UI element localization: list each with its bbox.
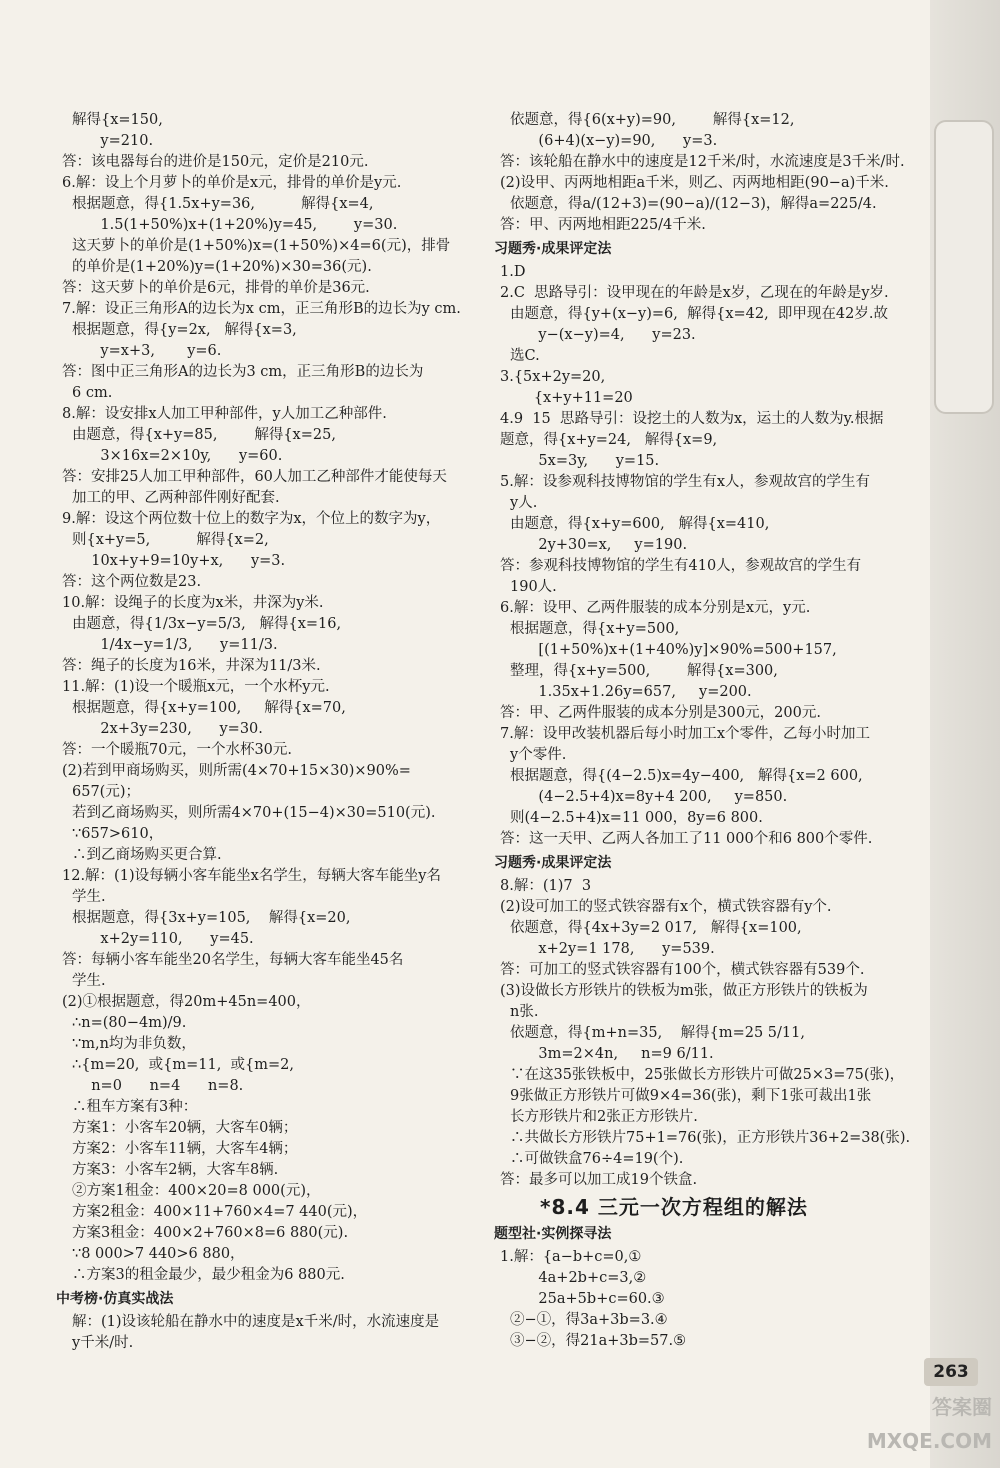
side-tab-label-box: [934, 120, 994, 414]
right-text-line: 整理，得{x+y=500, 解得{x=300,: [510, 663, 778, 679]
right-text-line: 答：可加工的竖式铁容器有100个，横式铁容器有539个.: [500, 962, 865, 978]
right-text-line: ∴共做长方形铁片75+1=76(张)，正方形铁片36+2=38(张).: [510, 1130, 911, 1146]
right-text-line: (6+4)(x−y)=90, y=3.: [520, 133, 718, 149]
left-text-line: ∵657>610，: [72, 826, 164, 842]
left-text-line: 2x+3y=230, y=30.: [82, 721, 263, 737]
right-text-line: {x+y+11=20: [520, 390, 633, 406]
right-text-line: 答：甲、乙两件服装的成本分别是300元，200元.: [500, 705, 821, 721]
left-text-line: 答：这天萝卜的单价是6元，排骨的单价是36元.: [62, 280, 370, 296]
left-text-line: 6.解：设上个月萝卜的单价是x元，排骨的单价是y元.: [62, 175, 402, 191]
right-text-line: x+2y=1 178, y=539.: [520, 941, 715, 957]
right-text-line: 依题意，得{m+n=35, 解得{m=25 5/11,: [510, 1025, 805, 1041]
left-text-line: 这天萝卜的单价是(1+50%)x=(1+50%)×4=6(元)，排骨: [72, 238, 451, 254]
left-text-line: ∴n=(80−4m)/9.: [72, 1015, 187, 1031]
left-text-line: 加工的甲、乙两种部件刚好配套.: [72, 490, 280, 506]
left-text-line: ∴{m=20, 或{m=11, 或{m=2,: [72, 1057, 294, 1073]
right-text-line: (2)设可加工的竖式铁容器有x个，横式铁容器有y个.: [500, 899, 832, 915]
watermark: 答案圈 MXQE.COM: [866, 1395, 992, 1453]
right-text-line: 依题意，得{6(x+y)=90, 解得{x=12,: [510, 112, 795, 128]
left-text-line: 解得{x=150,: [72, 112, 163, 128]
right-text-line: (2)设甲、丙两地相距a千米，则乙、丙两地相距(90−a)千米.: [500, 175, 889, 191]
right-text-line: 5.解：设参观科技博物馆的学生有x人，参观故宫的学生有: [500, 474, 871, 490]
right-text-line: *8.4 三元一次方程组的解法: [540, 1195, 808, 1219]
right-column: [494, 110, 920, 1352]
right-text-line: 9张做正方形铁片可做9×4=36(张)，剩下1张可裁出1张: [510, 1088, 872, 1104]
left-text-line: ∴方案3的租金最少，最少租金为6 880元.: [72, 1267, 345, 1283]
left-text-line: ∵m,n均为非负数，: [72, 1036, 196, 1052]
left-text-line: 10x+y+9=10y+x, y=3.: [82, 553, 286, 569]
left-text-line: 答：该电器每台的进价是150元，定价是210元.: [62, 154, 369, 170]
left-text-line: 9.解：设这个两位数十位上的数字为x，个位上的数字为y，: [62, 511, 441, 527]
right-text-line: 根据题意，得{x+y=500,: [510, 621, 680, 637]
right-text-line: n张.: [510, 1004, 539, 1020]
right-text-line: y人.: [510, 495, 538, 511]
left-text-line: ∴租车方案有3种：: [72, 1099, 198, 1115]
left-text-line: 答：图中正三角形A的边长为3 cm，正三角形B的边长为: [62, 364, 424, 380]
left-text-line: y=210.: [82, 133, 154, 149]
left-text-line: 由题意，得{1/3x−y=5/3, 解得{x=16,: [72, 616, 342, 632]
right-text-line: 7.解：设甲改装机器后每小时加工x个零件，乙每小时加工: [500, 726, 871, 742]
right-text-line: 习题秀·成果评定法: [494, 241, 612, 257]
left-text-line: 1/4x−y=1/3, y=11/3.: [82, 637, 278, 653]
left-text-line: 答：每辆小客车能坐20名学生，每辆大客车能坐45名: [62, 952, 404, 968]
right-text-line: 由题意，得{x+y=600, 解得{x=410,: [510, 516, 770, 532]
left-text-line: 方案2：小客车11辆，大客车4辆；: [72, 1141, 298, 1157]
right-text-line: 3m=2×4n, n=9 6/11.: [520, 1046, 714, 1062]
left-text-line: 根据题意，得{3x+y=105, 解得{x=20,: [72, 910, 351, 926]
right-text-line: 2.C 思路导引：设甲现在的年龄是x岁，乙现在的年龄是y岁.: [500, 285, 889, 301]
right-text-line: 答：该轮船在静水中的速度是12千米/时，水流速度是3千米/时.: [500, 154, 905, 170]
right-text-line: ②−①，得3a+3b=3.④: [510, 1312, 668, 1328]
right-text-line: 依题意，得{4x+3y=2 017, 解得{x=100,: [510, 920, 802, 936]
left-text-line: 答：绳子的长度为16米，井深为11/3米.: [62, 658, 321, 674]
left-text-line: 1.5(1+50%)x+(1+20%)y=45, y=30.: [82, 217, 398, 233]
right-text-line: 4.9 15 思路导引：设挖土的人数为x，运土的人数为y.根据: [500, 411, 884, 427]
left-text-line: n=0 n=4 n=8.: [82, 1078, 244, 1094]
right-text-line: 1.解：{a−b+c=0,①: [500, 1249, 642, 1265]
right-text-line: 答：最多可以加工成19个铁盒.: [500, 1172, 698, 1188]
left-text-line: 3×16x=2×10y, y=60.: [82, 448, 283, 464]
left-text-line: 则{x+y=5, 解得{x=2,: [72, 532, 269, 548]
left-text-line: 6 cm.: [72, 385, 113, 401]
left-text-line: 8.解：设安排x人加工甲种部件，y人加工乙种部件.: [62, 406, 387, 422]
left-text-line: 10.解：设绳子的长度为x米，井深为y米.: [62, 595, 324, 611]
right-text-line: [(1+50%)x+(1+40%)y]×90%=500+157,: [520, 642, 837, 658]
left-text-line: 学生.: [72, 889, 106, 905]
right-text-line: 2y+30=x, y=190.: [520, 537, 688, 553]
right-text-line: 8.解：(1)7 3: [500, 878, 592, 894]
right-text-line: 190人.: [510, 579, 557, 595]
right-text-line: 选C.: [510, 348, 540, 364]
right-text-line: ∵在这35张铁板中，25张做长方形铁片可做25×3=75(张)，: [510, 1067, 905, 1083]
right-text-line: (3)设做长方形铁片的铁板为m张，做正方形铁片的铁板为: [500, 983, 868, 999]
left-text-line: 7.解：设正三角形A的边长为x cm，正三角形B的边长为y cm.: [62, 301, 461, 317]
left-text-line: 学生.: [72, 973, 106, 989]
right-text-line: (4−2.5+4)x=8y+4 200, y=850.: [520, 789, 788, 805]
right-text-line: 则(4−2.5+4)x=11 000，8y=6 800.: [510, 810, 763, 826]
left-text-line: 答：安排25人加工甲种部件，60人加工乙种部件才能使每天: [62, 469, 447, 485]
right-text-line: 1.35x+1.26y=657, y=200.: [520, 684, 752, 700]
right-text-line: 4a+2b+c=3,②: [520, 1270, 647, 1286]
left-text-line: 方案1：小客车20辆，大客车0辆；: [72, 1120, 298, 1136]
right-text-line: 长方形铁片和2张正方形铁片.: [510, 1109, 698, 1125]
left-text-line: 657(元)；: [72, 784, 140, 800]
right-text-line: 题型社·实例探寻法: [494, 1226, 612, 1242]
left-text-line: y=x+3, y=6.: [82, 343, 222, 359]
right-text-line: 习题秀·成果评定法: [494, 855, 612, 871]
left-text-line: 答：一个暖瓶70元，一个水杯30元.: [62, 742, 293, 758]
left-text-line: 解：(1)设该轮船在静水中的速度是x千米/时，水流速度是: [72, 1314, 440, 1330]
left-text-line: 答：这个两位数是23.: [62, 574, 202, 590]
left-text-line: ∴到乙商场购买更合算.: [72, 847, 222, 863]
left-text-line: x+2y=110, y=45.: [82, 931, 254, 947]
right-text-line: 5x=3y, y=15.: [520, 453, 660, 469]
right-text-line: 由题意，得{y+(x−y)=6, 解得{x=42, 即甲现在42岁.故: [510, 306, 888, 322]
left-text-line: 根据题意，得{y=2x, 解得{x=3,: [72, 322, 297, 338]
right-text-line: 答：这一天甲、乙两人各加工了11 000个和6 800个零件.: [500, 831, 873, 847]
right-text-line: 答：甲、丙两地相距225/4千米.: [500, 217, 706, 233]
right-text-line: 依题意，得a/(12+3)=(90−a)/(12−3)，解得a=225/4.: [510, 196, 877, 212]
left-text-line: 方案3租金：400×2+760×8=6 880(元).: [72, 1225, 349, 1241]
left-text-line: 方案2租金：400×11+760×4=7 440(元)，: [72, 1204, 368, 1220]
right-text-line: 1.D: [500, 264, 526, 280]
left-text-line: (2)①根据题意，得20m+45n=400，: [62, 994, 311, 1010]
right-text-line: y个零件.: [510, 747, 567, 763]
left-text-line: ∵8 000>7 440>6 880，: [72, 1246, 245, 1262]
left-text-line: y千米/时.: [72, 1335, 134, 1351]
right-text-line: ∴可做铁盒76÷4=19(个).: [510, 1151, 684, 1167]
left-text-line: 12.解：(1)设每辆小客车能坐x名学生，每辆大客车能坐y名: [62, 868, 441, 884]
left-text-line: 方案3：小客车2辆，大客车8辆.: [72, 1162, 279, 1178]
right-text-line: 6.解：设甲、乙两件服装的成本分别是x元，y元.: [500, 600, 811, 616]
left-text-line: 若到乙商场购买，则所需4×70+(15−4)×30=510(元).: [72, 805, 436, 821]
right-text-line: ③−②，得21a+3b=57.⑤: [510, 1333, 687, 1349]
right-text-line: 题意，得{x+y=24, 解得{x=9,: [500, 432, 718, 448]
left-text-line: (2)若到甲商场购买，则所需(4×70+15×30)×90%=: [62, 763, 411, 779]
right-text-line: 3.{5x+2y=20,: [500, 369, 606, 385]
right-text-line: y−(x−y)=4, y=23.: [520, 327, 696, 343]
left-column: [56, 110, 480, 1354]
left-text-line: 根据题意，得{x+y=100, 解得{x=70,: [72, 700, 346, 716]
right-text-line: 25a+5b+c=60.③: [520, 1291, 665, 1307]
right-text-line: 答：参观科技博物馆的学生有410人，参观故宫的学生有: [500, 558, 862, 574]
left-text-line: 中考榜·仿真实战法: [56, 1291, 174, 1307]
left-text-line: 根据题意，得{1.5x+y=36, 解得{x=4,: [72, 196, 374, 212]
page-number: 263: [924, 1358, 978, 1386]
left-text-line: 由题意，得{x+y=85, 解得{x=25,: [72, 427, 336, 443]
left-text-line: ②方案1租金：400×20=8 000(元)，: [72, 1183, 321, 1199]
left-text-line: 11.解：(1)设一个暖瓶x元，一个水杯y元.: [62, 679, 330, 695]
left-text-line: 的单价是(1+20%)y=(1+20%)×30=36(元).: [72, 259, 372, 275]
side-index-tab: [930, 0, 1000, 1468]
right-text-line: 根据题意，得{(4−2.5)x=4y−400, 解得{x=2 600,: [510, 768, 863, 784]
